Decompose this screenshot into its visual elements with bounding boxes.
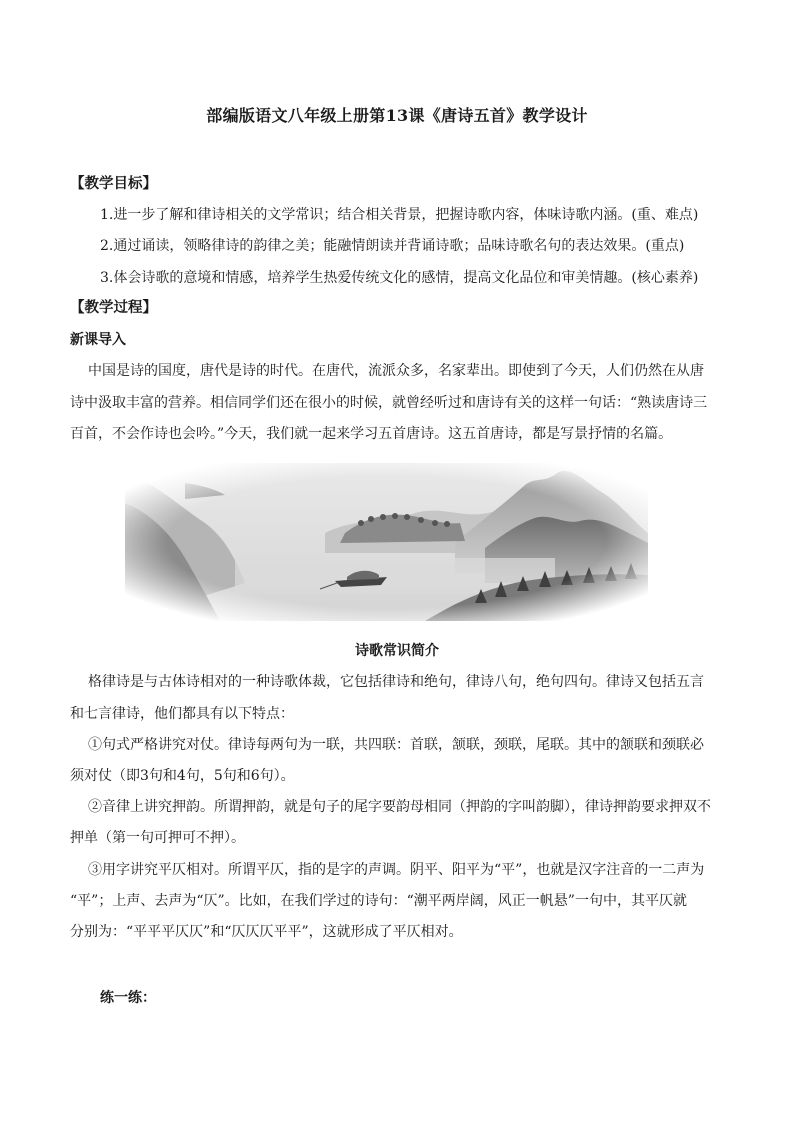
goal-item-2: 2.通过诵读，领略律诗的韵律之美；能融情朗读并背诵诗歌；品味诗歌名句的表达效果。(重点): [100, 238, 685, 254]
point1-line-2: 须对仗（即3句和4句，5句和6句）。: [70, 768, 295, 784]
intro-line-1: 中国是诗的国度，唐代是诗的时代。在唐代，流派众多，名家辈出。即使到了今天，人们仍然在从唐: [88, 363, 704, 379]
goal-item-3: 3.体会诗歌的意境和情感，培养学生热爱传统文化的感情，提高文化品位和审美情趣。(核心素养): [100, 270, 699, 286]
practice-heading: 练一练：: [100, 990, 156, 1006]
point3-line-2: “平”；上声、去声为“仄”。比如，在我们学过的诗句：“潮平两岸阔，风正一帆悬”一句中，其平仄就: [70, 893, 687, 909]
process-heading: 【教学过程】: [70, 299, 157, 316]
point3-line-3: 分别为：“平平平仄仄”和“仄仄仄平平”，这就形成了平仄相对。: [70, 924, 463, 940]
goal-item-1: 1.进一步了解和律诗相关的文学常识；结合相关背景，把握诗歌内容，体味诗歌内涵。(重、难点): [100, 207, 699, 223]
knowledge-para1-line-2: 和七言律诗，他们都具有以下特点：: [70, 706, 294, 722]
point2-line-1: ②音律上讲究押韵。所谓押韵，就是句子的尾字要韵母相同（押韵的字叫韵脚），律诗押韵要求押双不: [88, 799, 711, 815]
intro-line-3: 百首，不会作诗也会吟。”今天，我们就一起来学习五首唐诗。这五首唐诗，都是写景抒情的名篇。: [70, 426, 673, 442]
knowledge-para1-line-1: 格律诗是与古体诗相对的一种诗歌体裁，它包括律诗和绝句，律诗八句，绝句四句。律诗又包括五言: [88, 674, 704, 690]
intro-title: 新课导入: [70, 332, 126, 348]
knowledge-heading: 诗歌常识简介: [355, 643, 439, 659]
intro-line-2: 诗中汲取丰富的营养。相信同学们还在很小的时候，就曾经听过和唐诗有关的这样一句话：“熟读唐诗三: [70, 395, 708, 411]
point1-line-1: ①句式严格讲究对仗。律诗每两句为一联，共四联：首联，颔联，颈联，尾联。其中的颔联和颈联必: [88, 737, 704, 753]
goals-heading: 【教学目标】: [70, 175, 157, 192]
landscape-painting-image: [125, 463, 648, 621]
point2-line-2: 押单（第一句可押可不押）。: [70, 830, 245, 846]
page-title: 部编版语文八年级上册第13课《唐诗五首》教学设计: [206, 106, 588, 125]
point3-line-1: ③用字讲究平仄相对。所谓平仄，指的是字的声调。阴平、阳平为“平”，也就是汉字注音的一二声为: [88, 862, 705, 878]
